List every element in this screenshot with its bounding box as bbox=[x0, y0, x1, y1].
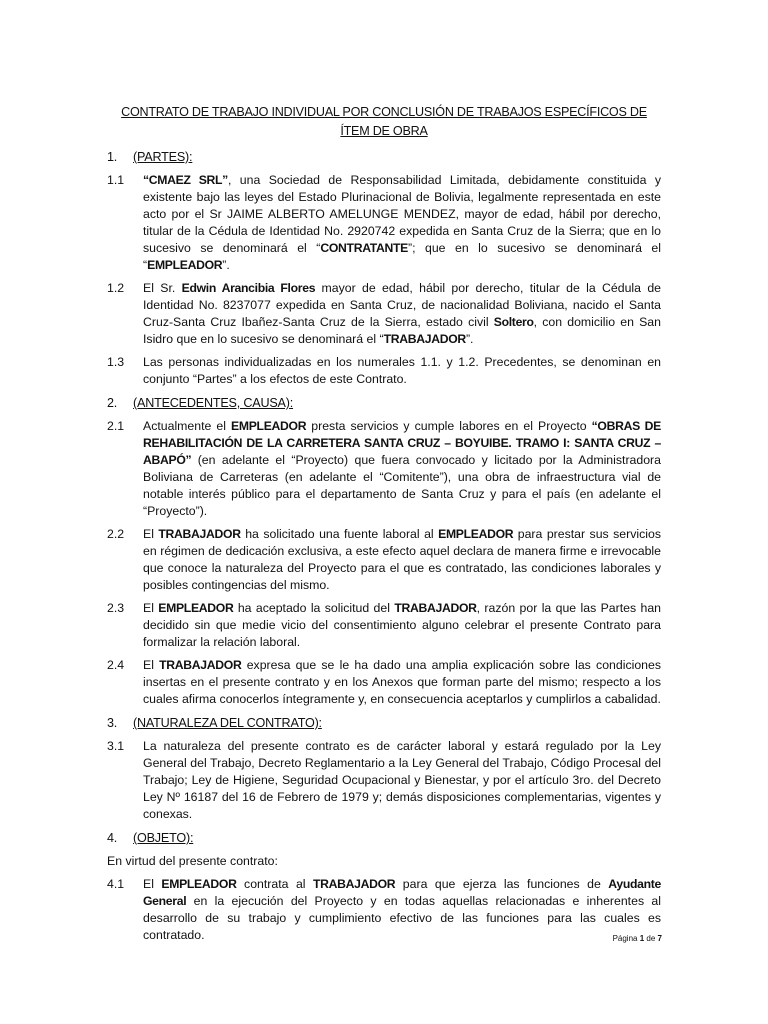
bold-term: Ayudante General bbox=[143, 877, 661, 908]
current-page: 1 bbox=[639, 934, 645, 943]
section-number: 3. bbox=[107, 716, 118, 730]
clause-text-run: Actualmente el bbox=[143, 419, 232, 433]
page-number-footer bbox=[613, 930, 662, 947]
clause-text-run: , una Sociedad de Responsabilidad Limitada, debidamente constituida y existente bajo las leyes del Estado Plurinacional de Bolivia, legalmente representada en este acto por el Sr JAIME ALBERTO AMELUNGE MENDEZ, mayor de edad, hábil por derecho, titular de la Cédula de Identidad No. 2920742 expedida en Santa Cruz de la Sierra; que en lo sucesivo se denominará el “ bbox=[143, 173, 661, 255]
bold-term: TRABAJADOR bbox=[159, 658, 242, 672]
bold-term: EMPLEADOR bbox=[158, 601, 234, 615]
clause bbox=[107, 172, 661, 274]
clause-text-run: El bbox=[143, 658, 160, 672]
clause-text-run: El bbox=[143, 527, 159, 541]
clause-text-run: expresa que se le ha dado una amplia explicación sobre las condiciones insertas en el presente contrato y en los Anexos que forman parte del mismo; respecto a los cuales afirma conocerlos íntegramente y, en consecuencia aceptarlos y cumplirlos a cabalidad. bbox=[143, 658, 661, 706]
clause-number: 2.3 bbox=[107, 601, 125, 615]
section-title: (PARTES): bbox=[133, 150, 193, 164]
clause-text-run: ha aceptado la solicitud del bbox=[233, 601, 395, 615]
clause-text-run: El bbox=[143, 601, 159, 615]
section-number: 4. bbox=[107, 831, 118, 845]
bold-term: “OBRAS DE REHABILITACIÓN DE LA CARRETERA SANTA CRUZ – BOYUIBE. TRAMO I: SANTA CRUZ – ABAPÓ” bbox=[143, 419, 661, 467]
bold-term: CONTRATANTE bbox=[320, 241, 409, 255]
clause-number: 4.1 bbox=[107, 877, 125, 891]
total-pages: 7 bbox=[657, 934, 662, 943]
clause bbox=[107, 418, 661, 520]
bold-term: TRABAJADOR bbox=[394, 601, 477, 615]
clause-number: 2.1 bbox=[107, 419, 125, 433]
section-number: 2. bbox=[107, 396, 118, 410]
section-heading-partes bbox=[107, 148, 661, 166]
clause-text-run: ”; que en lo sucesivo se denominará el “ bbox=[143, 241, 661, 272]
clause-number: 1.1 bbox=[107, 173, 125, 187]
objeto-intro: En virtud del presente contrato: bbox=[107, 854, 278, 868]
section-title: (NATURALEZA DEL CONTRATO): bbox=[133, 716, 322, 730]
clause-text-run: ”. bbox=[222, 258, 230, 272]
clause bbox=[107, 526, 661, 594]
page-of-label: de bbox=[646, 934, 656, 943]
section-heading-naturaleza bbox=[107, 714, 661, 732]
clause bbox=[107, 280, 661, 348]
bold-term: EMPLEADOR bbox=[231, 419, 307, 433]
clause-text-run: La naturaleza del presente contrato es de carácter laboral y estará regulado por la Ley General del Trabajo, Decreto Reglamentario a la Ley General del Trabajo, Código Procesal del Trabajo; Ley de Higiene, Seguridad Ocupacional y Bienestar, y por el artículo 3ro. del Decreto Ley Nº 16187 del 16 de Febrero de 1979 y; demás disposiciones complementarias, vigentes y conexas. bbox=[143, 739, 661, 821]
clause-text-run: para que ejerza las funciones de bbox=[395, 877, 609, 891]
clause-text bbox=[143, 876, 661, 944]
bold-term: EMPLEADOR bbox=[161, 877, 237, 891]
bold-term: EMPLEADOR bbox=[147, 258, 223, 272]
clause-number: 1.3 bbox=[107, 355, 125, 369]
bold-term: TRABAJADOR bbox=[383, 332, 466, 346]
clause-text-run: El Sr. bbox=[143, 281, 182, 295]
clause bbox=[107, 600, 661, 651]
section-title: (ANTECEDENTES, CAUSA): bbox=[133, 396, 294, 410]
clause-text-run: ha solicitado una fuente laboral al bbox=[240, 527, 439, 541]
clause bbox=[107, 876, 661, 944]
section-heading-objeto bbox=[107, 829, 661, 847]
clause-text-run: El bbox=[143, 877, 162, 891]
clause-text-run: contrata al bbox=[236, 877, 313, 891]
clause-number: 1.2 bbox=[107, 281, 125, 295]
bold-term: Soltero bbox=[493, 315, 534, 329]
clause-number: 2.2 bbox=[107, 527, 125, 541]
bold-term: EMPLEADOR bbox=[438, 527, 514, 541]
clause-number: 2.4 bbox=[107, 658, 125, 672]
bold-term: TRABAJADOR bbox=[158, 527, 241, 541]
clause-text-run: para prestar sus servicios en régimen de dedicación exclusiva, a este efecto aquel declara de manera firme e irrevocable que conoce la naturaleza del Proyecto para el que es contratado, las condiciones laborales y posibles contingencias del mismo. bbox=[143, 527, 661, 592]
clause-text bbox=[143, 354, 661, 388]
clause-text bbox=[143, 657, 661, 708]
clause-text-run: presta servicios y cumple labores en el Proyecto bbox=[306, 419, 592, 433]
bold-term: “CMAEZ SRL” bbox=[143, 173, 228, 187]
section-number: 1. bbox=[107, 150, 118, 164]
clause-text-run: mayor de edad, hábil por derecho, titular de la Cédula de Identidad No. 8237077 expedida en Santa Cruz, de nacionalidad Boliviana, nacido el Santa Cruz-Santa Cruz Ibañez-Santa Cruz de la Sierra, estado civil bbox=[143, 281, 661, 329]
clause-text-run: , con domicilio en San Isidro que en lo sucesivo se denominará el “ bbox=[143, 315, 661, 346]
clause-text bbox=[143, 280, 661, 348]
bold-term: Edwin Arancibia Flores bbox=[181, 281, 316, 295]
clause-text-run: en la ejecución del Proyecto y en todas aquellas relacionadas e inherentes al desarrollo de su trabajo y cumplimiento efectivo de las funciones para las cuales es contratado. bbox=[143, 894, 661, 942]
document-body bbox=[107, 103, 661, 950]
section-title: (OBJETO): bbox=[133, 831, 194, 845]
clause-text-run: (en adelante el “Proyecto) que fuera convocado y licitado por la Administradora Boliviana de Carreteras (en adelante el “Comitente”), una obra de infraestructura vial de notable interés público para el departamento de Santa Cruz y para el país (en adelante el “Proyecto”). bbox=[143, 453, 661, 518]
contract-title: CONTRATO DE TRABAJO INDIVIDUAL POR CONCLUSIÓN DE TRABAJOS ESPECÍFICOS DE ÍTEM DE OBRA bbox=[121, 105, 647, 138]
clause bbox=[107, 657, 661, 708]
clause-text bbox=[143, 738, 661, 823]
clause-text bbox=[143, 526, 661, 594]
clause bbox=[107, 354, 661, 388]
clause-number: 3.1 bbox=[107, 739, 125, 753]
clause bbox=[107, 738, 661, 823]
clause-text bbox=[143, 418, 661, 520]
bold-term: TRABAJADOR bbox=[313, 877, 396, 891]
section-heading-antecedentes bbox=[107, 394, 661, 412]
clause-text-run: , razón por la que las Partes han decidido sin que medie vicio del consentimiento alguno celebrar el presente Contrato para formalizar la relación laboral. bbox=[143, 601, 661, 649]
clause-text bbox=[143, 600, 661, 651]
page-label: Página bbox=[612, 934, 638, 943]
clause-text-run: Las personas individualizadas en los numerales 1.1. y 1.2. Precedentes, se denominan en conjunto “Partes” a los efectos de este Contrato. bbox=[143, 355, 661, 386]
clause-text bbox=[143, 172, 661, 274]
clause-text-run: ”. bbox=[465, 332, 474, 346]
